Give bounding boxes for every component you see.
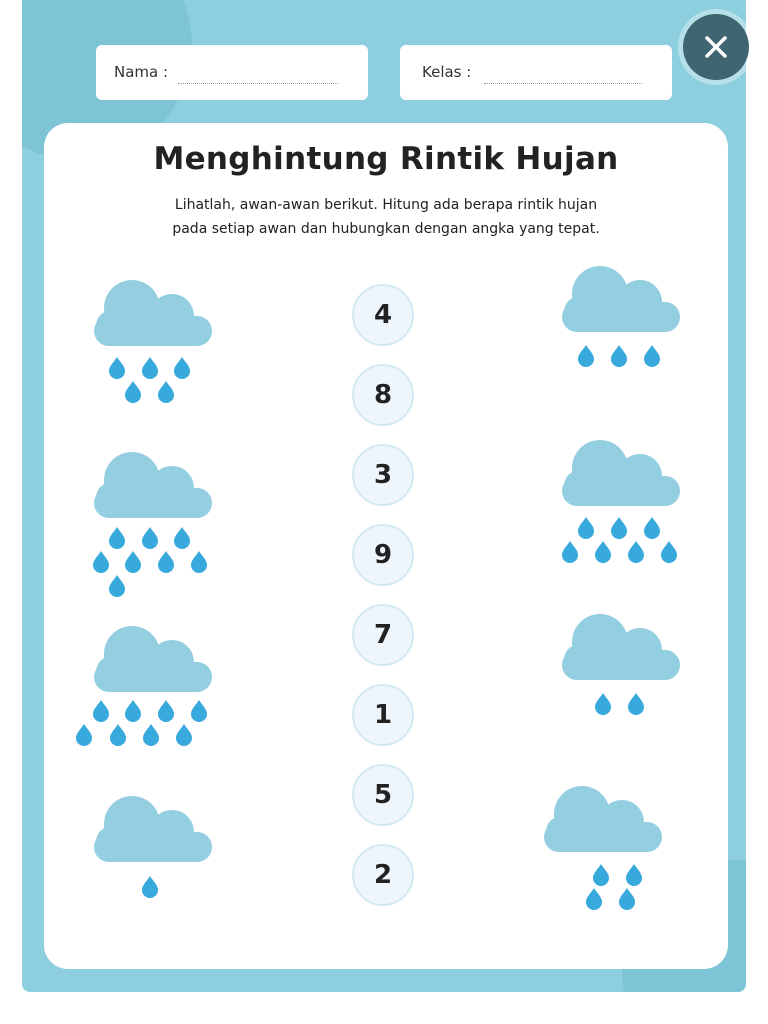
raindrop-icon — [109, 575, 125, 597]
number-circle[interactable]: 7 — [352, 604, 414, 666]
raindrop-icon — [578, 517, 594, 539]
rain-cloud-right — [532, 610, 702, 780]
raindrop-icon — [626, 864, 642, 886]
worksheet-title: Menghintung Rintik Hujan — [153, 141, 619, 177]
cloud-icon — [94, 452, 212, 518]
name-input-line[interactable] — [178, 83, 338, 84]
raindrop-icon — [158, 551, 174, 573]
raindrop-icon — [93, 551, 109, 573]
raindrop-icon — [110, 724, 126, 746]
class-input-line[interactable] — [484, 83, 642, 84]
raindrop-icon — [595, 541, 611, 563]
raindrop-icon — [125, 381, 141, 403]
raindrop-icon — [562, 541, 578, 563]
raindrop-icon — [142, 527, 158, 549]
raindrop-icon — [176, 724, 192, 746]
raindrop-icon — [125, 700, 141, 722]
instruction-line-2: pada setiap awan dan hubungkan dengan angka yang tepat. — [172, 221, 600, 237]
raindrop-icon — [158, 700, 174, 722]
raindrop-icon — [158, 381, 174, 403]
rain-cloud-right — [514, 782, 684, 952]
raindrop-icon — [142, 357, 158, 379]
raindrop-icon — [644, 345, 660, 367]
raindrop-icon — [628, 693, 644, 715]
rain-cloud-left — [64, 622, 234, 792]
raindrop-icon — [93, 700, 109, 722]
raindrop-icon — [125, 551, 141, 573]
raindrop-icon — [593, 864, 609, 886]
cloud-icon — [94, 626, 212, 692]
cloud-icon — [544, 786, 662, 852]
number-circle[interactable]: 5 — [352, 764, 414, 826]
rain-cloud-right — [532, 436, 702, 606]
raindrop-icon — [644, 517, 660, 539]
raindrop-icon — [109, 527, 125, 549]
name-field-card — [96, 45, 368, 100]
raindrop-icon — [174, 527, 190, 549]
raindrop-icon — [76, 724, 92, 746]
class-field-card — [400, 45, 672, 100]
number-circle[interactable]: 1 — [352, 684, 414, 746]
cloud-icon — [562, 440, 680, 506]
number-circle[interactable]: 4 — [352, 284, 414, 346]
name-label: Nama : — [114, 63, 169, 81]
raindrop-icon — [109, 357, 125, 379]
raindrop-icon — [578, 345, 594, 367]
raindrop-icon — [595, 693, 611, 715]
raindrop-icon — [142, 876, 158, 898]
number-circle[interactable]: 3 — [352, 444, 414, 506]
raindrop-icon — [628, 541, 644, 563]
raindrop-icon — [143, 724, 159, 746]
number-circle[interactable]: 9 — [352, 524, 414, 586]
raindrop-icon — [586, 888, 602, 910]
instruction-line-1: Lihatlah, awan-awan berikut. Hitung ada berapa rintik hujan — [174, 197, 598, 213]
rain-cloud-right — [532, 262, 702, 432]
close-button[interactable] — [683, 14, 749, 80]
cloud-icon — [562, 266, 680, 332]
close-icon — [683, 14, 749, 80]
raindrop-icon — [611, 517, 627, 539]
raindrop-icon — [191, 551, 207, 573]
raindrop-icon — [174, 357, 190, 379]
rain-cloud-left — [64, 448, 234, 618]
raindrop-icon — [661, 541, 677, 563]
raindrop-icon — [191, 700, 207, 722]
rain-cloud-left — [64, 276, 234, 446]
number-circle[interactable]: 2 — [352, 844, 414, 906]
number-circle[interactable]: 8 — [352, 364, 414, 426]
cloud-icon — [94, 796, 212, 862]
cloud-icon — [562, 614, 680, 680]
raindrop-icon — [619, 888, 635, 910]
cloud-icon — [94, 280, 212, 346]
class-label: Kelas : — [422, 63, 472, 81]
rain-cloud-left — [64, 792, 234, 962]
raindrop-icon — [611, 345, 627, 367]
